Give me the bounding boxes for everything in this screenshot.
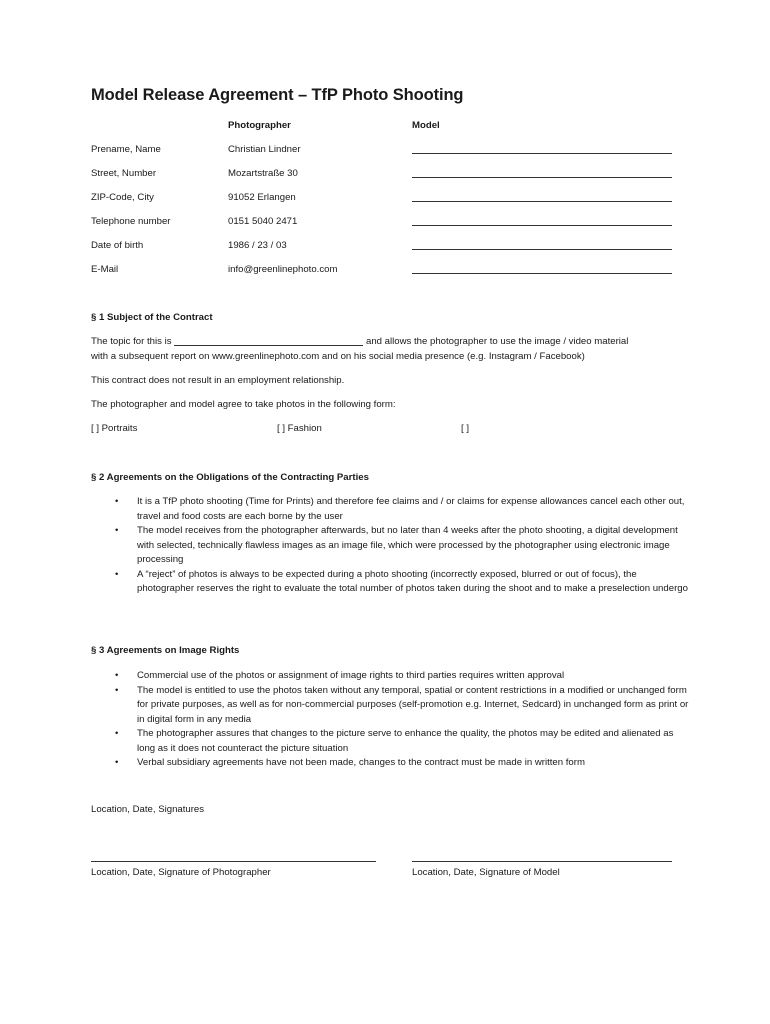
list-item: • A “reject” of photos is always to be expected during a photo shooting (incorrectly exposed, blurred or out of focus), the photographer reserves the right to evaluate the total number of photos taken during the shoot and to make a preselection undergo (115, 568, 688, 594)
document-title: Model Release Agreement – TfP Photo Shooting (91, 86, 464, 104)
option-fashion-checkbox[interactable]: [ ] Fashion (277, 423, 322, 434)
list-item: • The photographer assures that changes to the picture serve to enhance the quality, the photos may be edited and alienated as long as it does not counteract the picture situation (115, 728, 674, 754)
model-street-field[interactable] (412, 177, 672, 178)
topic-field[interactable] (174, 345, 363, 346)
row-label-email: E-Mail (91, 264, 119, 275)
employment-statement: This contract does not result in an employment relationship. (91, 375, 345, 386)
bullet-icon: • (115, 757, 119, 768)
row-label-birth: Date of birth (91, 240, 144, 251)
photographer-signature-label: Location, Date, Signature of Photographer (91, 867, 271, 878)
bullet-icon: • (115, 496, 119, 507)
model-telephone-field[interactable] (412, 225, 672, 226)
row-value-zip: 91052 Erlangen (228, 192, 296, 203)
model-signature-field[interactable] (412, 861, 672, 862)
option-other-checkbox[interactable]: [ ] (461, 423, 469, 434)
row-value-telephone: 0151 5040 2471 (228, 216, 298, 227)
model-email-field[interactable] (412, 273, 672, 274)
row-value-street: Mozartstraße 30 (228, 168, 298, 179)
column-header-photographer: Photographer (228, 120, 291, 131)
model-signature-label: Location, Date, Signature of Model (412, 867, 560, 878)
row-value-email: info@greenlinephoto.com (228, 264, 338, 275)
section-2-heading: § 2 Agreements on the Obligations of the Contracting Parties (91, 472, 369, 483)
row-label-zip: ZIP-Code, City (91, 192, 154, 203)
bullet-icon: • (115, 670, 119, 681)
row-value-name: Christian Lindner (228, 144, 301, 155)
option-portraits-checkbox[interactable]: [ ] Portraits (91, 423, 138, 434)
bullet-icon: • (115, 684, 119, 696)
model-birth-field[interactable] (412, 249, 672, 250)
section-3-heading: § 3 Agreements on Image Rights (91, 645, 240, 656)
bullet-icon: • (115, 728, 119, 739)
bullet-icon: • (115, 525, 119, 536)
photographer-signature-field[interactable] (91, 861, 376, 862)
list-item: • The model is entitled to use the photos taken without any temporal, spatial or content restrictions in a modified or unchanged form for private purposes, as well as for non-commercial purposes (self-promotion e.g. Internet, Sedcard) in unchanged form as print or in digital form in any media (115, 684, 689, 725)
list-item: • It is a TfP photo shooting (Time for Prints) and therefore fee claims and / or claims for expense allowances cancel each other out, travel and food costs are each borne by the user (115, 496, 685, 522)
section-2-list (91, 495, 691, 597)
column-header-model: Model (412, 120, 440, 131)
list-item: • Commercial use of the photos or assignment of image rights to third parties requires written approval (91, 669, 691, 684)
list-item: • Verbal subsidiary agreements have not been made, changes to the contract must be made in written form (91, 756, 691, 771)
topic-suffix: and allows the photographer to use the image / video material (366, 336, 629, 347)
section-3-list (91, 669, 691, 771)
list-item: • The model receives from the photographer afterwards, but no later than 4 weeks after the photo shooting, a digital development with selected, technically flawless images as an image file, which were processed by the photographer using electronic image processing (115, 525, 678, 565)
row-value-birth: 1986 / 23 / 03 (228, 240, 287, 251)
bullet-icon: • (115, 568, 119, 580)
section-1-heading: § 1 Subject of the Contract (91, 312, 213, 323)
topic-line-2: with a subsequent report on www.greenlinephoto.com and on his social media presence (e.g. Instagram / Facebook) (91, 351, 585, 362)
row-label-telephone: Telephone number (91, 216, 171, 227)
model-zip-field[interactable] (412, 201, 672, 202)
signatures-label: Location, Date, Signatures (91, 804, 205, 815)
topic-prefix: The topic for this is (91, 336, 172, 347)
model-name-field[interactable] (412, 153, 672, 154)
row-label-street: Street, Number (91, 168, 157, 179)
row-label-name: Prename, Name (91, 144, 161, 155)
agree-form-statement: The photographer and model agree to take photos in the following form: (91, 399, 396, 410)
